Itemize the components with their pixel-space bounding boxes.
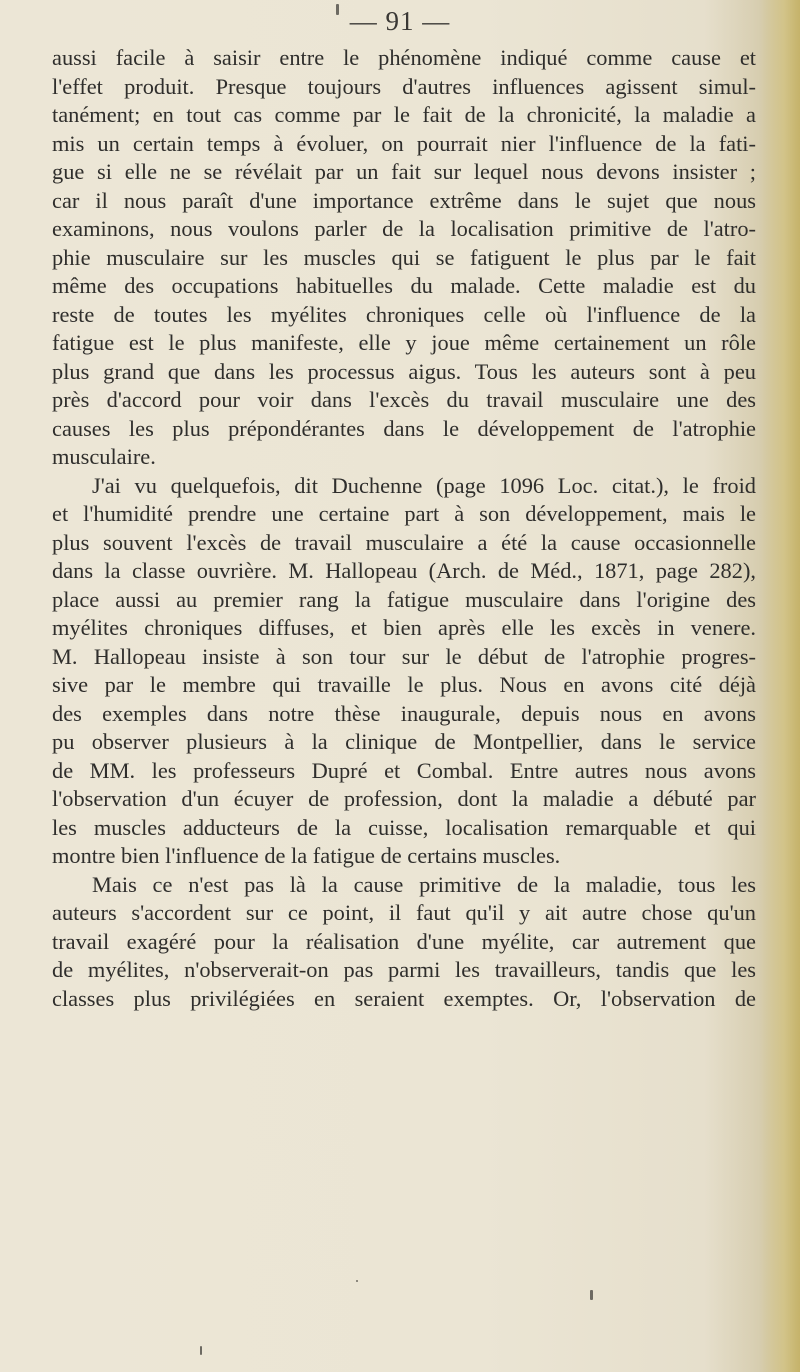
text-line: place aussi au premier rang la fatigue musculaire dans l'origine des — [52, 586, 756, 612]
text-line: l'observation d'un écuyer de profession, dont la maladie a débuté par — [52, 786, 756, 811]
text-line: pu observer plusieurs à la clinique de Montpellier, dans le service — [52, 729, 756, 754]
text-line: aussi facile à saisir entre le phénomène indiqué comme cause et — [52, 45, 756, 70]
page-number: — 91 — — [349, 6, 451, 36]
text-line: myélites chroniques diffuses, et bien après elle les excès in venere. — [52, 615, 756, 640]
text-line: gue si elle ne se révélait par un fait sur lequel nous devons insister ; — [52, 159, 756, 184]
text-line: sive par le membre qui travaille le plus. Nous en avons cité déjà — [52, 672, 756, 697]
text-line: J'ai vu quelquefois, dit Duchenne (page 1096 Loc. citat.), le froid — [92, 472, 756, 498]
text-line: près d'accord pour voir dans l'excès du travail musculaire une des — [52, 387, 756, 412]
text-line: car il nous paraît d'une importance extrême dans le sujet que nous — [52, 187, 756, 213]
text-line: auteurs s'accordent sur ce point, il faut qu'il y ait autre chose qu'un — [52, 900, 756, 925]
text-line: travail exagéré pour la réalisation d'une myélite, car autrement que — [52, 928, 756, 954]
text-line: des exemples dans notre thèse inaugurale, depuis nous en avons — [52, 700, 756, 726]
paper-speck — [356, 1280, 358, 1282]
text-line: montre bien l'influence de la fatigue de certains muscles. — [52, 843, 561, 868]
body-text — [52, 44, 756, 1013]
text-line: phie musculaire sur les muscles qui se fatiguent le plus par le fait — [52, 244, 756, 270]
text-line: dans la classe ouvrière. M. Hallopeau (Arch. de Méd., 1871, page 282), — [52, 558, 756, 583]
text-line: plus souvent l'excès de travail musculaire a été la cause occasionnelle — [52, 529, 756, 555]
text-line: l'effet produit. Presque toujours d'autres influences agissent simul- — [52, 73, 756, 99]
page-edge-stain — [760, 0, 800, 1372]
text-line: reste de toutes les myélites chroniques celle où l'influence de la — [52, 301, 756, 327]
text-line: Mais ce n'est pas là la cause primitive de la maladie, tous les — [92, 871, 756, 897]
text-line: tanément; en tout cas comme par le fait de la chronicité, la maladie a — [52, 102, 756, 127]
paper-speck — [590, 1290, 593, 1300]
text-line: plus grand que dans les processus aigus. Tous les auteurs sont à peu — [52, 358, 756, 384]
text-line: musculaire. — [52, 444, 156, 469]
text-line: mis un certain temps à évoluer, on pourrait nier l'influence de la fati- — [52, 130, 756, 156]
text-line: et l'humidité prendre une certaine part à son développement, mais le — [52, 501, 756, 526]
text-line: de myélites, n'observerait-on pas parmi les travailleurs, tandis que les — [52, 957, 756, 982]
text-line: les muscles adducteurs de la cuisse, localisation remarquable et qui — [52, 814, 756, 840]
text-line: causes les plus prépondérantes dans le développement de l'atrophie — [52, 415, 756, 441]
paper-speck — [200, 1346, 202, 1355]
text-line: de MM. les professeurs Dupré et Combal. Entre autres nous avons — [52, 757, 756, 783]
text-line: examinons, nous voulons parler de la localisation primitive de l'atro- — [52, 216, 756, 241]
text-line: M. Hallopeau insiste à son tour sur le début de l'atrophie progres- — [52, 643, 756, 669]
paper-speck — [336, 4, 339, 15]
text-line: classes plus privilégiées en seraient exemptes. Or, l'observation de — [52, 985, 756, 1011]
text-line: même des occupations habituelles du malade. Cette maladie est du — [52, 273, 756, 298]
text-line: fatigue est le plus manifeste, elle y joue même certainement un rôle — [52, 330, 756, 355]
